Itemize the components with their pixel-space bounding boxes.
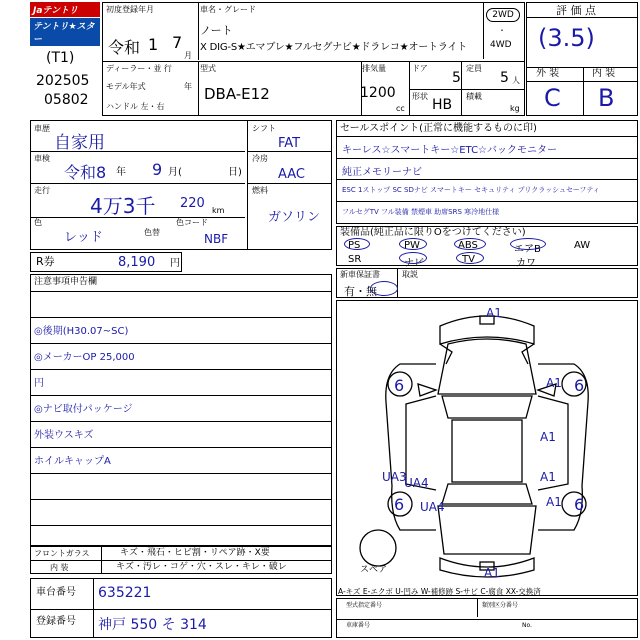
aircon-value: AAC <box>278 167 305 182</box>
registration-era: 令和 <box>108 38 141 57</box>
inspection-era: 令和8 <box>64 163 107 182</box>
inspection-label: 車検 <box>34 154 50 163</box>
logo-line2: テントリ★スター <box>30 18 100 46</box>
plate-value: 神戸 550 そ 314 <box>98 617 207 633</box>
inspection-day-suffix: 日) <box>228 167 242 178</box>
recycle-label: R券 <box>36 255 55 268</box>
damage-legend: A-キズ E-エクボ U-凹み W-補修跡 S-サビ C-腐食 XX-交換済 <box>338 587 541 596</box>
sales-point-4: フルセグTV フル装備 禁煙車 助席SRS 寒冷地仕様 <box>342 208 500 216</box>
equip-ps: PS <box>348 240 361 251</box>
note-line-6: ホイルキャップA <box>34 456 111 467</box>
chassis-value: 635221 <box>98 585 152 601</box>
model-year-label: モデル年式 <box>106 82 146 91</box>
front-glass-label: フロントガラス <box>34 549 90 558</box>
capacity-unit: 人 <box>512 76 520 85</box>
note-line-1: ◎後期(H30.07~SC) <box>34 326 129 337</box>
logo-line1: Jaテントリ <box>30 2 100 17</box>
doors-value: 5 <box>452 70 461 86</box>
garage-label: 車庫番号 <box>346 622 371 629</box>
registration-month: 7 <box>172 33 183 52</box>
car-outline <box>340 304 634 592</box>
fuel-label: 燃料 <box>252 186 268 195</box>
equip-airbag: エアB <box>514 244 541 255</box>
lot-number-2: 05802 <box>44 92 89 108</box>
model-value: DBA-E12 <box>204 85 270 103</box>
damage-right-rear-door: A1 <box>540 470 556 484</box>
handle-label: ハンドル 左・右 <box>106 102 165 111</box>
mileage-value: 4万3千 <box>90 194 156 218</box>
note-line-2: ◎メーカーOP 25,000 <box>34 352 135 363</box>
dealer-label: ディーラー・並 行 <box>106 64 172 73</box>
damage-left-rear-ua4: UA4 <box>420 500 445 514</box>
mileage-label: 走行 <box>34 186 50 195</box>
displacement-unit: cc <box>396 104 405 113</box>
damage-front-right-wheel: 6 <box>574 376 585 395</box>
auction-logo <box>30 2 100 44</box>
warranty-value: 有・無 <box>344 285 377 298</box>
car-info-grid <box>102 2 525 116</box>
equip-leather: カワ <box>516 258 536 269</box>
registration-month-suffix: 月 <box>184 51 192 60</box>
car-grade: X DIG-S★エマブレ★フルセグナビ★ドラレコ★オートライト <box>200 42 467 53</box>
inspection-month-suffix: 月( <box>168 167 182 178</box>
damage-rear-left-wheel: 6 <box>394 495 405 514</box>
sales-points-label: セールスポイント(正常に機能するものに印) <box>340 123 537 134</box>
mileage-extra: 220 <box>180 196 205 211</box>
equip-navi: ナビ <box>404 258 424 269</box>
displacement-value: 1200 <box>360 85 396 101</box>
damage-left-quarter-ua3: UA3 <box>382 470 407 484</box>
mileage-unit: km <box>212 206 225 215</box>
capacity-value: 5 <box>500 70 509 86</box>
manual-label: 取説 <box>402 270 418 279</box>
damage-front-left-wheel: 6 <box>394 376 405 395</box>
inspection-year-suffix: 年 <box>116 167 126 178</box>
recycle-value: 8,190 <box>118 255 156 270</box>
aircon-label: 冷房 <box>252 154 268 163</box>
damage-rear-right-wheel: 6 <box>574 495 585 514</box>
usage-label: 車歴 <box>34 124 50 133</box>
note-line-3: 円 <box>34 378 44 389</box>
exterior-label: 外 装 <box>536 68 560 79</box>
warranty-label: 新車保証書 <box>340 270 380 279</box>
spare-label: スペア <box>360 565 388 575</box>
load-unit: kg <box>510 104 520 113</box>
car-name-label: 車名・グレード <box>200 5 256 14</box>
equip-navi-circle <box>399 252 427 264</box>
shape-label: 形状 <box>412 92 428 101</box>
model-label: 型式 <box>200 64 216 73</box>
shift-value: FAT <box>278 136 301 151</box>
drive-2wd: 2WD <box>486 8 520 22</box>
damage-right-front-door: A1 <box>540 430 556 444</box>
garage-no-label: No. <box>522 622 532 629</box>
evaluation-score: (3.5) <box>538 24 595 52</box>
displacement-label: 排気量 <box>362 64 386 73</box>
chassis-label: 車台番号 <box>36 587 76 598</box>
inspection-month: 9 <box>152 160 163 179</box>
car-name: ノート <box>200 24 233 37</box>
interior-label: 内 装 <box>592 68 616 79</box>
color-code-label: 色コード <box>176 218 208 227</box>
sales-point-3: ESC 1ストップ SC SDナビ スマートキー セキュリティ プリクラッシュセーフティ <box>342 186 600 194</box>
usage-value: 自家用 <box>54 133 105 153</box>
color-code: NBF <box>204 232 229 246</box>
damage-front-bumper: A1 <box>486 306 502 320</box>
color-value: レッド <box>64 230 103 245</box>
lot-number-1: 202505 <box>36 73 90 89</box>
model-year-suffix: 年 <box>184 82 192 91</box>
interior-grade: B <box>598 84 615 112</box>
shift-label: シフト <box>252 124 276 133</box>
equip-ps-circle <box>344 238 370 250</box>
color-change-label: 色替 <box>144 228 160 237</box>
note-line-5: 外装ウスキズ <box>34 430 94 441</box>
recycle-unit: 円 <box>170 258 180 269</box>
equip-pw: PW <box>404 240 420 251</box>
class-label: 類別区分番号 <box>482 602 519 609</box>
equip-sr: SR <box>348 254 362 265</box>
equip-pw-circle <box>399 238 427 250</box>
interior-report-value: キズ・汚レ・コゲ・穴・スレ・キレ・破レ <box>116 562 287 572</box>
sales-point-2: 純正メモリーナビ <box>342 167 422 178</box>
note-line-4: ◎ナビ取付パッケージ <box>34 404 133 415</box>
shape-value: HB <box>432 97 453 113</box>
plate-label: 登録番号 <box>36 616 76 627</box>
damage-rear-bumper: A1 <box>484 566 500 580</box>
damage-front-right-fender: A1 <box>546 376 562 390</box>
capacity-label: 定員 <box>466 64 482 73</box>
evaluation-label: 評 価 点 <box>556 4 596 17</box>
front-glass-value: キズ・飛石・ヒビ割・リペア跡・X要 <box>120 548 270 558</box>
damage-rear-right-quarter: A1 <box>546 495 562 509</box>
load-label: 積載 <box>466 92 482 101</box>
equip-abs-circle <box>454 238 486 250</box>
registration-label: 初度登録年月 <box>106 5 154 14</box>
equip-tv-circle <box>456 252 484 264</box>
damage-left-quarter-ua4: UA4 <box>404 476 429 490</box>
registration-year: 1 <box>148 35 159 54</box>
exterior-grade: C <box>544 84 561 112</box>
color-label: 色 <box>34 218 42 227</box>
form-label: 型式指定番号 <box>346 602 383 609</box>
sales-point-1: キーレス☆スマートキー☆ETC☆バックモニター <box>342 145 558 156</box>
notes-label: 注意事項申告欄 <box>34 277 98 287</box>
equip-abs: ABS <box>458 240 478 251</box>
evaluation-box <box>526 2 638 116</box>
equipment-label: 装備品(純正品に限りOをつけてください) <box>340 227 526 238</box>
drive-separator: ・ <box>498 26 506 35</box>
warranty-none-circle <box>370 281 398 296</box>
equip-airbag-circle <box>510 238 546 250</box>
interior-report-label: 内 装 <box>50 563 69 572</box>
fuel-value: ガソリン <box>268 210 321 225</box>
lane-number: (T1) <box>46 50 75 66</box>
drive-4wd: 4WD <box>490 40 512 50</box>
doors-label: ドア <box>412 64 428 73</box>
equip-tv: TV <box>462 254 475 265</box>
equip-aw: AW <box>574 240 591 251</box>
